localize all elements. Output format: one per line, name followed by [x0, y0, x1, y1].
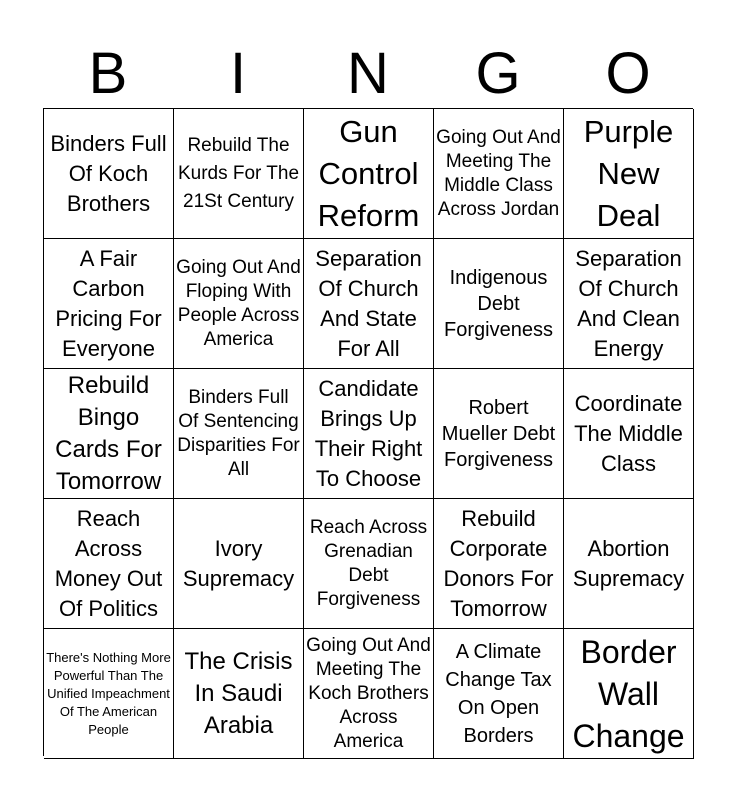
cell-text: The Crisis In Saudi Arabia [184, 647, 293, 739]
bingo-grid [43, 108, 693, 756]
bingo-cell[interactable] [44, 239, 174, 369]
cell-text: Going Out And Meeting The Koch Brothers Across America [306, 634, 431, 752]
bingo-cell[interactable] [564, 239, 694, 369]
bingo-cell[interactable] [44, 369, 174, 499]
bingo-cell[interactable] [564, 109, 694, 239]
cell-text: Reach Across Grenadian Debt Forgiveness [309, 516, 428, 610]
cell-text: Rebuild Bingo Cards For Tomorrow [55, 371, 162, 495]
cell-text: A Fair Carbon Pricing For Everyone [55, 245, 162, 361]
cell-text: Binders Full Of Koch Brothers [50, 130, 167, 216]
cell-text: Coordinate The Middle Class [574, 390, 683, 476]
bingo-cell[interactable] [44, 629, 174, 759]
bingo-cell[interactable] [174, 109, 304, 239]
cell-text: Ivory Supremacy [182, 535, 295, 591]
header-letter-b: B [88, 41, 128, 106]
bingo-cell[interactable] [174, 369, 304, 499]
bingo-cell[interactable] [304, 239, 434, 369]
bingo-cell[interactable] [434, 629, 564, 759]
bingo-cell[interactable] [174, 239, 304, 369]
bingo-header [43, 40, 693, 108]
bingo-cell[interactable] [434, 239, 564, 369]
cell-text: Robert Mueller Debt Forgiveness [441, 396, 556, 471]
bingo-cell[interactable] [304, 499, 434, 629]
cell-text: A Climate Change Tax On Open Borders [445, 640, 552, 747]
cell-text: Binders Full Of Sentencing Disparities For All [177, 386, 300, 480]
bingo-cell[interactable] [434, 499, 564, 629]
cell-text: Candidate Brings Up Their Right To Choose [314, 375, 423, 491]
cell-text: Reach Across Money Out Of Politics [54, 505, 163, 621]
bingo-cell[interactable] [564, 499, 694, 629]
bingo-cell[interactable] [174, 499, 304, 629]
cell-text: Separation Of Church And State For All [315, 245, 422, 361]
cell-text: Purple New Deal [583, 113, 674, 233]
cell-text: There's Nothing More Powerful Than The Unified Impeachment Of The American People [46, 649, 171, 737]
cell-text: Rebuild The Kurds For The 21St Century [177, 134, 300, 212]
bingo-cell[interactable] [174, 629, 304, 759]
cell-text: Gun Control Reform [317, 113, 420, 233]
header-letter-o: O [605, 41, 651, 106]
cell-text: Border Wall Change [572, 633, 685, 754]
bingo-cell[interactable] [434, 109, 564, 239]
cell-text: Indigenous Debt Forgiveness [444, 266, 553, 341]
bingo-cell[interactable] [304, 369, 434, 499]
bingo-cell[interactable] [564, 369, 694, 499]
cell-text: Separation Of Church And Clean Energy [575, 245, 682, 361]
bingo-cell[interactable] [564, 629, 694, 759]
bingo-cell[interactable] [304, 109, 434, 239]
bingo-cell[interactable] [434, 369, 564, 499]
cell-text: Abortion Supremacy [572, 535, 685, 591]
cell-text: Going Out And Floping With People Across America [176, 256, 301, 350]
header-letter-i: I [229, 41, 247, 106]
cell-text: Rebuild Corporate Donors For Tomorrow [443, 505, 554, 621]
bingo-cell[interactable] [44, 109, 174, 239]
header-letter-g: G [475, 41, 521, 106]
header-letter-n: N [347, 41, 389, 106]
cell-text: Going Out And Meeting The Middle Class Across Jordan [436, 126, 561, 220]
bingo-cell[interactable] [44, 499, 174, 629]
bingo-cell[interactable] [304, 629, 434, 759]
